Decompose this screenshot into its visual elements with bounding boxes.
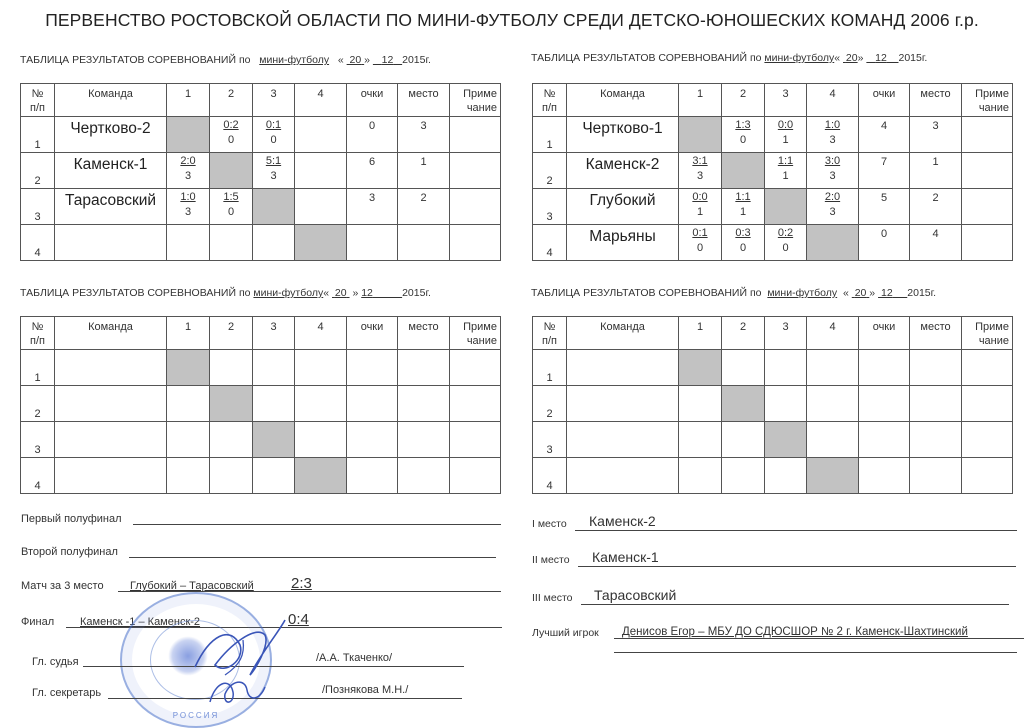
- col-header-3: 3: [765, 317, 807, 350]
- second-place-label: II место: [532, 554, 570, 566]
- col-header-team: Команда: [567, 84, 679, 117]
- match-result-cell: [167, 153, 210, 189]
- row-number: 4: [21, 225, 55, 261]
- caption-sport: мини-футболу: [764, 52, 835, 64]
- total-points: [347, 458, 398, 494]
- caption-day: 20: [854, 287, 867, 299]
- col-header-num: № п/п: [533, 84, 567, 117]
- team-name: [55, 386, 167, 422]
- col-header-points: очки: [859, 317, 910, 350]
- note: [962, 153, 1013, 189]
- table-caption-2: [531, 52, 927, 64]
- table-row: [533, 225, 1013, 261]
- third-place-label: III место: [532, 592, 573, 604]
- total-points: [859, 350, 910, 386]
- match-points: 0: [739, 242, 747, 254]
- match-result-cell: [167, 225, 210, 261]
- results-table-3: [20, 316, 501, 494]
- diagonal-cell: [679, 117, 722, 153]
- place: [398, 386, 450, 422]
- semifinal-1-line: [133, 512, 501, 525]
- match-result-cell: [679, 422, 722, 458]
- match-result-cell: [253, 225, 295, 261]
- col-header-4: 4: [295, 84, 347, 117]
- place: 4: [910, 225, 962, 261]
- best-player-label: Лучший игрок: [532, 627, 599, 639]
- final-label: Финал: [21, 616, 55, 628]
- col-header-1: 1: [167, 317, 210, 350]
- match-result-cell: [167, 386, 210, 422]
- header-row: [21, 317, 501, 350]
- match-result-cell: [765, 225, 807, 261]
- place: [398, 422, 450, 458]
- table-row: [533, 189, 1013, 225]
- note: [450, 422, 501, 458]
- match-score: 0:2: [223, 119, 239, 131]
- table-row: [21, 117, 501, 153]
- table-row: [21, 422, 501, 458]
- col-header-points: очки: [347, 84, 398, 117]
- secretary-signature: [205, 672, 275, 712]
- chief-secretary-line: [108, 686, 462, 699]
- match-result-cell: [253, 153, 295, 189]
- total-points: [859, 458, 910, 494]
- match-result-cell: [295, 422, 347, 458]
- note: [962, 117, 1013, 153]
- col-header-team: Команда: [55, 317, 167, 350]
- caption-quote: »: [352, 287, 359, 299]
- match-score: 0:1: [692, 227, 708, 239]
- match-score: 0:2: [777, 227, 794, 239]
- caption-quote: »: [364, 54, 370, 66]
- note: [962, 189, 1013, 225]
- col-header-note: Приме чание: [450, 84, 501, 117]
- col-header-3: 3: [253, 84, 295, 117]
- match-points: 3: [829, 206, 836, 218]
- place: [398, 350, 450, 386]
- caption-day: 20: [334, 287, 347, 299]
- team-name: [55, 422, 167, 458]
- caption-month: 12: [880, 287, 893, 299]
- match-result-cell: [295, 189, 347, 225]
- diagonal-cell: [295, 458, 347, 494]
- col-header-place: место: [910, 84, 962, 117]
- match-score: 1:1: [735, 191, 751, 203]
- match-points: 1: [782, 134, 789, 146]
- col-header-4: 4: [807, 84, 859, 117]
- match-result-cell: [722, 458, 765, 494]
- note: [962, 422, 1013, 458]
- match-points: 0: [270, 134, 277, 146]
- table-caption-4: [531, 287, 936, 299]
- diagonal-cell: [295, 225, 347, 261]
- team-name: [567, 422, 679, 458]
- note: [450, 350, 501, 386]
- table-row: [21, 225, 501, 261]
- diagonal-cell: [253, 189, 295, 225]
- team-name: [55, 225, 167, 261]
- col-header-points: очки: [859, 84, 910, 117]
- diagonal-cell: [210, 153, 253, 189]
- caption-month: 12: [381, 54, 394, 66]
- caption-year: 2015г.: [402, 54, 431, 66]
- diagonal-cell: [807, 225, 859, 261]
- col-header-team: Команда: [55, 84, 167, 117]
- match-score: 3:1: [692, 155, 708, 167]
- place: 1: [910, 153, 962, 189]
- final-match-teams: Каменск -1 – Каменск-2: [80, 616, 201, 628]
- row-number: 4: [21, 458, 55, 494]
- caption-quote: «: [843, 287, 849, 299]
- col-header-place: место: [398, 84, 450, 117]
- place: [910, 386, 962, 422]
- caption-quote: «: [834, 52, 841, 64]
- team-name: [567, 350, 679, 386]
- final-score: 0:4: [288, 611, 309, 628]
- col-header-2: 2: [722, 84, 765, 117]
- col-header-3: 3: [765, 84, 807, 117]
- match-points: 3: [829, 134, 836, 146]
- row-number: 1: [533, 350, 567, 386]
- best-player-line-2: [614, 640, 1017, 653]
- team-name: [567, 458, 679, 494]
- caption-prefix: ТАБЛИЦА РЕЗУЛЬТАТОВ СОРЕВНОВАНИЙ по: [531, 52, 762, 64]
- table-row: [533, 117, 1013, 153]
- col-header-1: 1: [679, 317, 722, 350]
- total-points: 7: [859, 153, 910, 189]
- match-points: 3: [696, 170, 704, 182]
- note: [450, 386, 501, 422]
- match-points: 3: [829, 170, 836, 182]
- table-row: [21, 189, 501, 225]
- match-result-cell: [765, 386, 807, 422]
- match-result-cell: [807, 153, 859, 189]
- caption-quote: «: [323, 287, 330, 299]
- match-points: 1: [696, 206, 704, 218]
- caption-quote: »: [869, 287, 876, 299]
- caption-prefix: ТАБЛИЦА РЕЗУЛЬТАТОВ СОРЕВНОВАНИЙ по: [20, 54, 251, 66]
- match-result-cell: [807, 189, 859, 225]
- total-points: [347, 386, 398, 422]
- second-place-value: Каменск-1: [592, 549, 659, 565]
- match-result-cell: [679, 225, 722, 261]
- total-points: [347, 350, 398, 386]
- team-name: Каменск-2: [567, 153, 679, 189]
- match-score: 1:5: [223, 191, 239, 203]
- row-number: 2: [533, 386, 567, 422]
- diagonal-cell: [167, 350, 210, 386]
- total-points: [859, 386, 910, 422]
- match-result-cell: [295, 117, 347, 153]
- caption-sport: мини-футболу: [259, 54, 330, 66]
- table-caption-3: [20, 287, 431, 299]
- header-row: [533, 84, 1013, 117]
- match-result-cell: [167, 458, 210, 494]
- table-row: [533, 458, 1013, 494]
- match-result-cell: [253, 386, 295, 422]
- diagonal-cell: [765, 189, 807, 225]
- place: 2: [398, 189, 450, 225]
- note: [962, 225, 1013, 261]
- col-header-note: Приме чание: [962, 317, 1013, 350]
- match-score: 0:3: [735, 227, 751, 239]
- col-header-place: место: [398, 317, 450, 350]
- team-name: [567, 386, 679, 422]
- caption-year: 2015г.: [402, 287, 431, 299]
- match-result-cell: [807, 350, 859, 386]
- match-score: 3:0: [824, 155, 841, 167]
- total-points: 5: [859, 189, 910, 225]
- match-score: 2:0: [180, 155, 196, 167]
- third-place-match-label: Матч за 3 место: [21, 580, 104, 592]
- diagonal-cell: [722, 153, 765, 189]
- row-number: 1: [533, 117, 567, 153]
- match-points: 0: [739, 134, 747, 146]
- match-points: 3: [270, 170, 277, 182]
- semifinal-2-label: Второй полуфинал: [21, 546, 118, 558]
- total-points: 6: [347, 153, 398, 189]
- match-result-cell: [210, 117, 253, 153]
- col-header-3: 3: [253, 317, 295, 350]
- place: [910, 458, 962, 494]
- results-table-4: [532, 316, 1013, 494]
- match-points: 1: [782, 170, 789, 182]
- results-table-1: [20, 83, 501, 261]
- third-place-value: Тарасовский: [594, 587, 677, 603]
- note: [450, 189, 501, 225]
- match-result-cell: [679, 153, 722, 189]
- table-row: [533, 350, 1013, 386]
- match-score: 0:0: [777, 119, 794, 131]
- diagonal-cell: [807, 458, 859, 494]
- match-points: 0: [782, 242, 789, 254]
- match-result-cell: [765, 458, 807, 494]
- match-points: 0: [227, 134, 235, 146]
- diagonal-cell: [722, 386, 765, 422]
- col-header-num: № п/п: [21, 317, 55, 350]
- row-number: 3: [21, 189, 55, 225]
- caption-quote: »: [857, 52, 864, 64]
- row-number: 1: [21, 350, 55, 386]
- match-result-cell: [167, 189, 210, 225]
- col-header-note: Приме чание: [450, 317, 501, 350]
- match-result-cell: [807, 422, 859, 458]
- caption-year: 2015г.: [898, 52, 928, 64]
- row-number: 4: [533, 458, 567, 494]
- header-row: [533, 317, 1013, 350]
- match-result-cell: [722, 422, 765, 458]
- col-header-team: Команда: [567, 317, 679, 350]
- match-result-cell: [679, 458, 722, 494]
- place: [398, 225, 450, 261]
- match-result-cell: [765, 153, 807, 189]
- team-name: [55, 350, 167, 386]
- diagonal-cell: [679, 350, 722, 386]
- match-result-cell: [679, 386, 722, 422]
- col-header-4: 4: [295, 317, 347, 350]
- match-result-cell: [295, 153, 347, 189]
- table-row: [533, 422, 1013, 458]
- match-score: 2:0: [824, 191, 841, 203]
- col-header-1: 1: [679, 84, 722, 117]
- match-result-cell: [807, 386, 859, 422]
- caption-prefix: ТАБЛИЦА РЕЗУЛЬТАТОВ СОРЕВНОВАНИЙ по: [531, 287, 762, 299]
- total-points: 3: [347, 189, 398, 225]
- chief-judge-label: Гл. судья: [32, 656, 79, 668]
- caption-quote: «: [337, 54, 344, 66]
- col-header-note: Приме чание: [962, 84, 1013, 117]
- caption-prefix: ТАБЛИЦА РЕЗУЛЬТАТОВ СОРЕВНОВАНИЙ по: [20, 287, 251, 299]
- match-points: 0: [227, 206, 235, 218]
- match-result-cell: [210, 350, 253, 386]
- match-score: 1:1: [777, 155, 794, 167]
- team-name: Каменск-1: [55, 153, 167, 189]
- team-name: [55, 458, 167, 494]
- semifinal-2-line: [129, 545, 496, 558]
- match-result-cell: [807, 117, 859, 153]
- match-score: 0:1: [265, 119, 282, 131]
- match-result-cell: [253, 350, 295, 386]
- table-row: [21, 386, 501, 422]
- note: [962, 386, 1013, 422]
- match-result-cell: [210, 189, 253, 225]
- place: 3: [910, 117, 962, 153]
- match-points: 3: [184, 206, 192, 218]
- note: [962, 458, 1013, 494]
- third-place-match-score: 2:3: [291, 575, 312, 592]
- match-result-cell: [722, 117, 765, 153]
- team-name: Тарасовский: [55, 189, 167, 225]
- total-points: [859, 422, 910, 458]
- place: 2: [910, 189, 962, 225]
- note: [450, 458, 501, 494]
- col-header-2: 2: [722, 317, 765, 350]
- semifinal-1-label: Первый полуфинал: [21, 513, 122, 525]
- note: [962, 350, 1013, 386]
- row-number: 2: [21, 386, 55, 422]
- place: 1: [398, 153, 450, 189]
- results-table-2: [532, 83, 1013, 261]
- chief-secretary-name: /Познякова М.Н./: [322, 684, 409, 696]
- match-result-cell: [295, 386, 347, 422]
- match-result-cell: [679, 189, 722, 225]
- best-player-value: Денисов Егор – МБУ ДО СДЮСШОР № 2 г. Каменск-Шахтинский: [622, 626, 968, 638]
- col-header-place: место: [910, 317, 962, 350]
- total-points: 4: [859, 117, 910, 153]
- row-number: 2: [533, 153, 567, 189]
- table-caption-1: [20, 54, 431, 66]
- match-result-cell: [295, 350, 347, 386]
- match-result-cell: [765, 117, 807, 153]
- row-number: 3: [533, 189, 567, 225]
- caption-month: 12: [875, 52, 887, 64]
- row-number: 2: [21, 153, 55, 189]
- match-result-cell: [253, 458, 295, 494]
- total-points: [347, 225, 398, 261]
- col-header-2: 2: [210, 317, 253, 350]
- match-result-cell: [167, 422, 210, 458]
- match-result-cell: [765, 350, 807, 386]
- caption-day: 20: [349, 54, 362, 66]
- diagonal-cell: [253, 422, 295, 458]
- caption-month: 12: [361, 287, 373, 299]
- match-result-cell: [722, 350, 765, 386]
- col-header-num: № п/п: [21, 84, 55, 117]
- match-score: 1:0: [180, 191, 196, 203]
- place: [910, 350, 962, 386]
- match-score: 0:0: [692, 191, 708, 203]
- first-place-label: I место: [532, 518, 567, 530]
- team-name: Марьяны: [567, 225, 679, 261]
- match-result-cell: [210, 422, 253, 458]
- col-header-points: очки: [347, 317, 398, 350]
- table-row: [21, 458, 501, 494]
- note: [450, 225, 501, 261]
- place: [398, 458, 450, 494]
- row-number: 4: [533, 225, 567, 261]
- match-result-cell: [210, 225, 253, 261]
- total-points: 0: [859, 225, 910, 261]
- place: 3: [398, 117, 450, 153]
- match-score: 1:0: [824, 119, 841, 131]
- match-points: 0: [696, 242, 704, 254]
- col-header-4: 4: [807, 317, 859, 350]
- match-points: 3: [184, 170, 192, 182]
- caption-sport: мини-футболу: [767, 287, 838, 299]
- col-header-num: № п/п: [533, 317, 567, 350]
- note: [450, 117, 501, 153]
- header-row: [21, 84, 501, 117]
- team-name: Чертково-2: [55, 117, 167, 153]
- col-header-1: 1: [167, 84, 210, 117]
- caption-year: 2015г.: [907, 287, 937, 299]
- table-row: [21, 350, 501, 386]
- diagonal-cell: [210, 386, 253, 422]
- note: [450, 153, 501, 189]
- match-result-cell: [722, 189, 765, 225]
- table-row: [533, 386, 1013, 422]
- match-score: 5:1: [265, 155, 282, 167]
- stamp-text: РОССИЯ: [172, 711, 220, 720]
- diagonal-cell: [765, 422, 807, 458]
- table-row: [533, 153, 1013, 189]
- document-title: ПЕРВЕНСТВО РОСТОВСКОЙ ОБЛАСТИ ПО МИНИ-ФУТБОЛУ СРЕДИ ДЕТСКО-ЮНОШЕСКИХ КОМАНД 2006 г.р.: [45, 10, 979, 30]
- total-points: [347, 422, 398, 458]
- table-row: [21, 153, 501, 189]
- match-result-cell: [722, 225, 765, 261]
- match-result-cell: [253, 117, 295, 153]
- col-header-2: 2: [210, 84, 253, 117]
- match-score: 1:3: [735, 119, 751, 131]
- match-result-cell: [210, 458, 253, 494]
- row-number: 1: [21, 117, 55, 153]
- row-number: 3: [533, 422, 567, 458]
- diagonal-cell: [167, 117, 210, 153]
- caption-day: 20: [845, 52, 858, 64]
- first-place-value: Каменск-2: [589, 513, 656, 529]
- total-points: 0: [347, 117, 398, 153]
- team-name: Глубокий: [567, 189, 679, 225]
- place: [910, 422, 962, 458]
- team-name: Чертково-1: [567, 117, 679, 153]
- row-number: 3: [21, 422, 55, 458]
- chief-secretary-label: Гл. секретарь: [32, 687, 102, 699]
- caption-sport: мини-футболу: [253, 287, 324, 299]
- third-place-match-teams: Глубокий – Тарасовский: [130, 580, 254, 592]
- chief-judge-name: /А.А. Ткаченко/: [316, 652, 393, 664]
- match-points: 1: [739, 206, 747, 218]
